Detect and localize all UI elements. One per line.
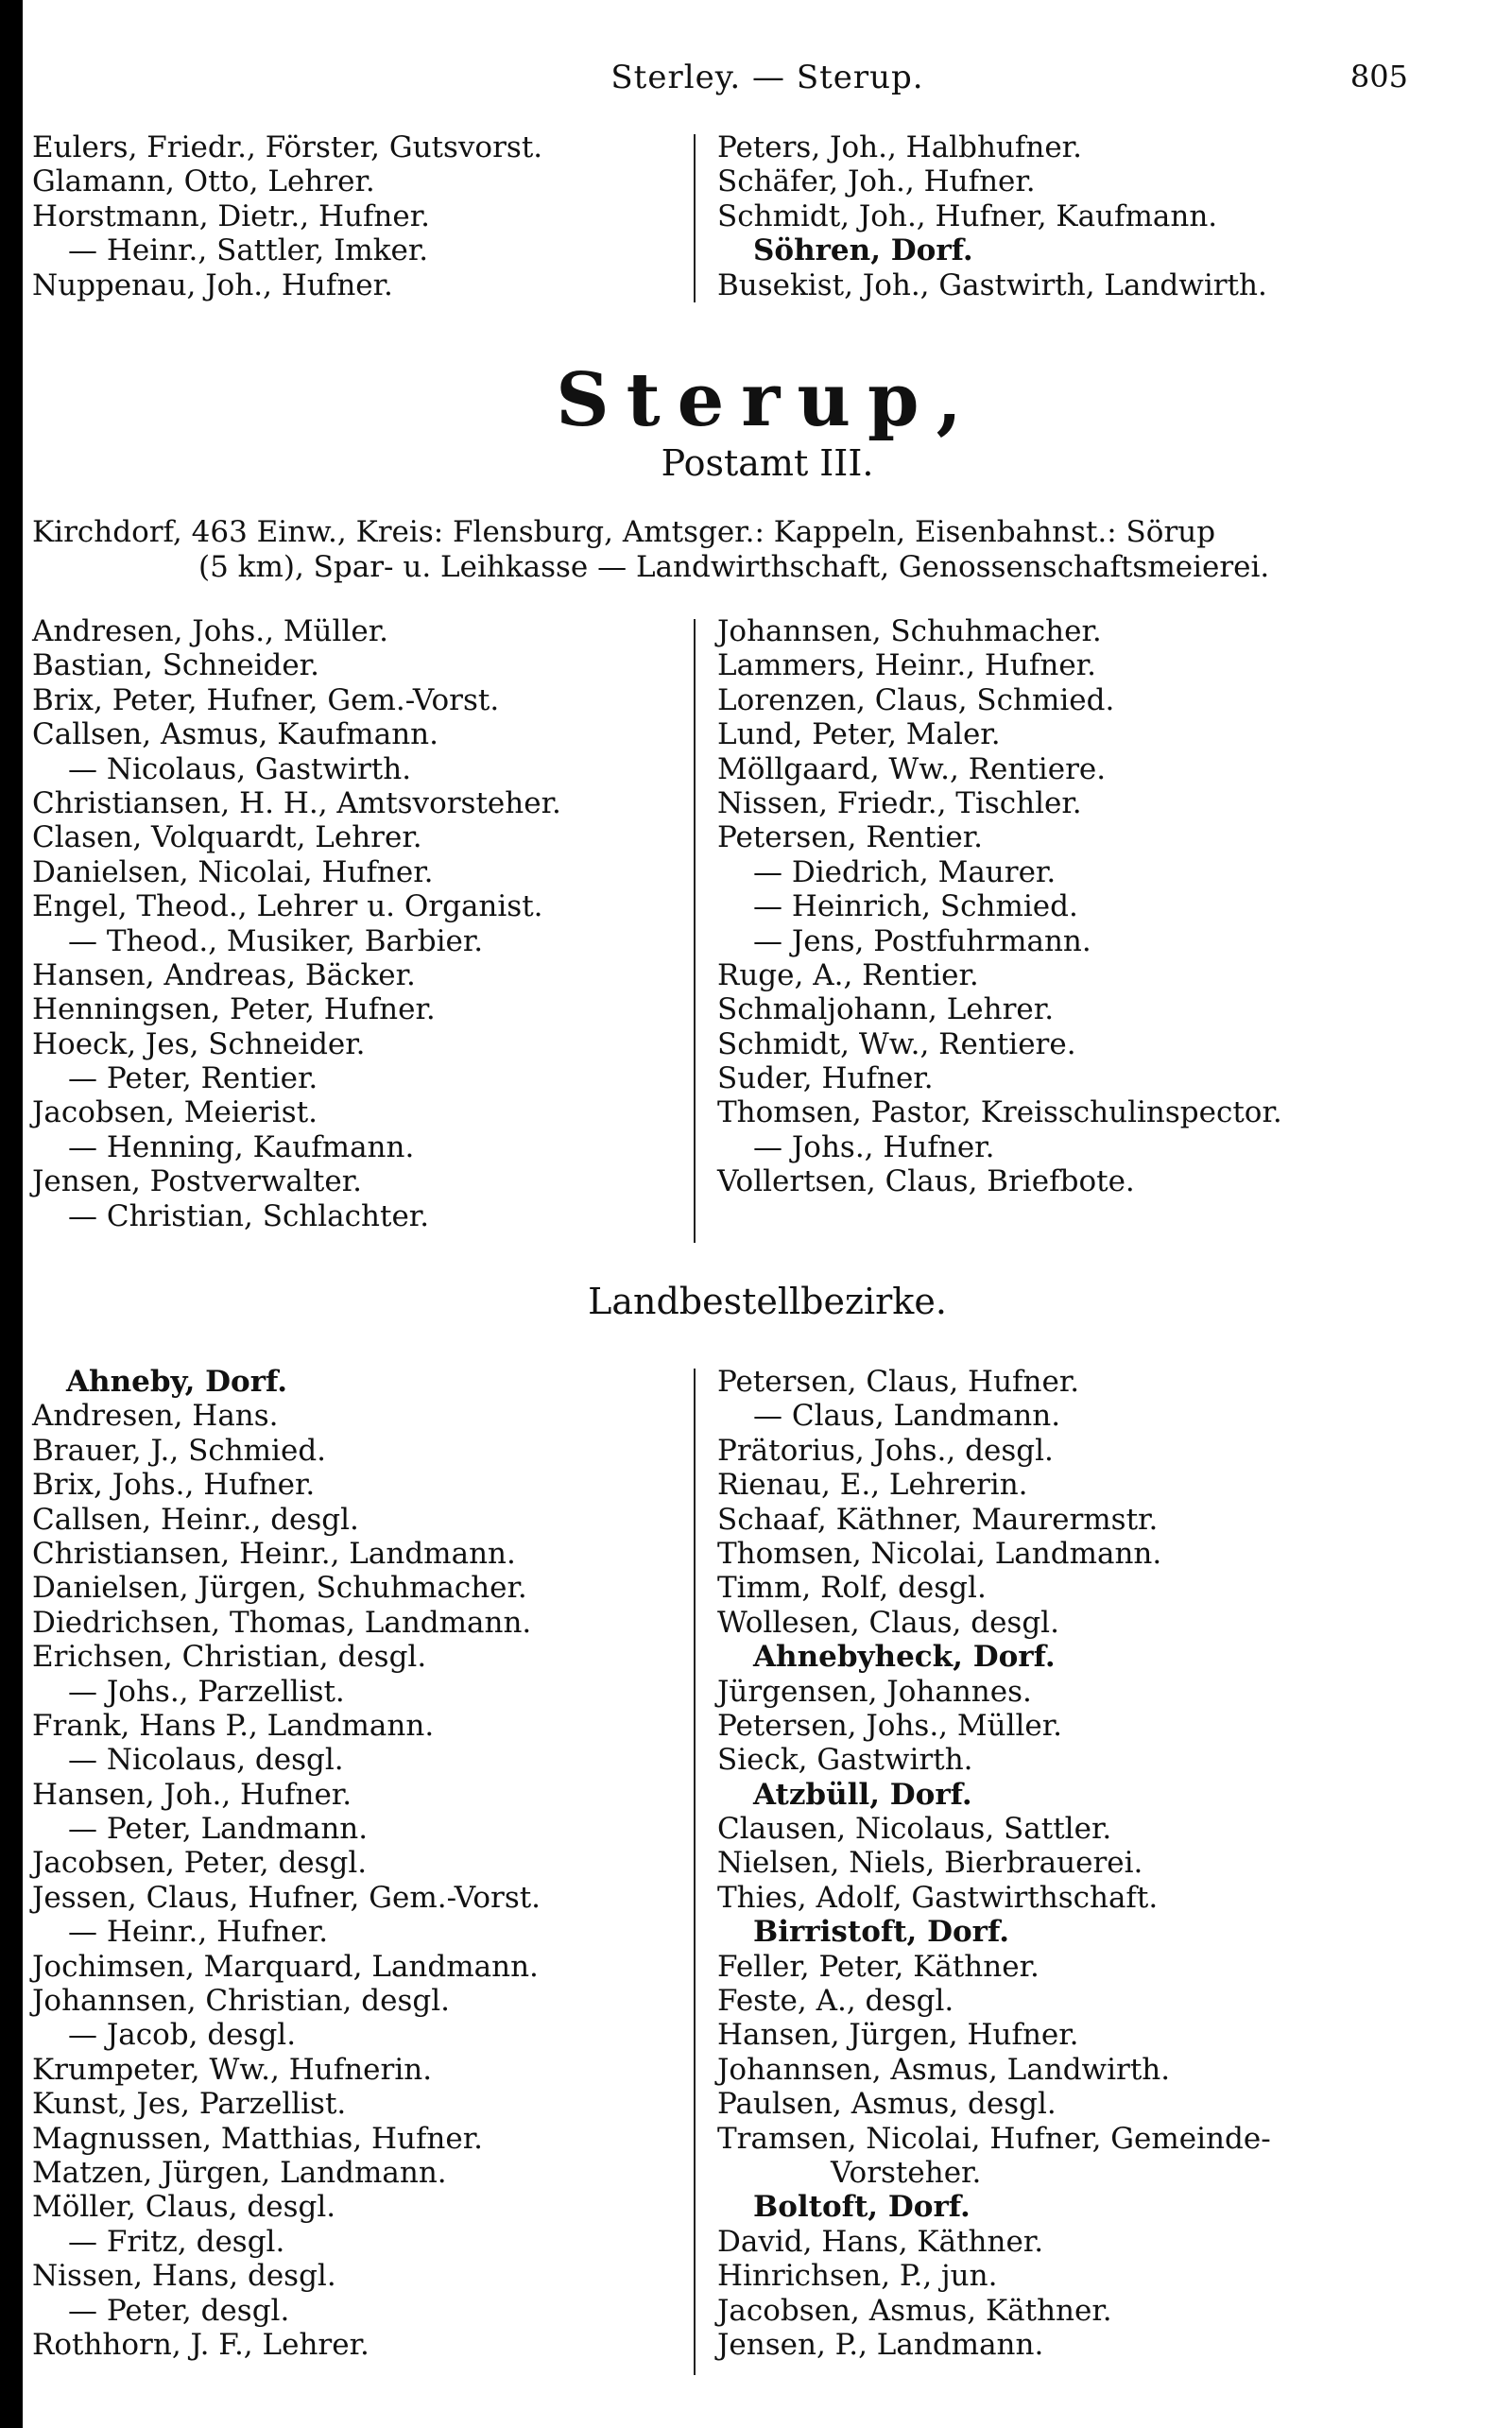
- list-item: Suder, Hufner.: [717, 1061, 934, 1096]
- list-item: Rothhorn, J. F., Lehrer.: [32, 2327, 369, 2362]
- list-item: Thomsen, Pastor, Kreisschulinspector.: [717, 1095, 1282, 1130]
- list-item: — Nicolaus, Gastwirth.: [68, 751, 412, 786]
- village-heading: Atzbüll, Dorf.: [753, 1777, 972, 1812]
- list-item: Nielsen, Niels, Bierbrauerei.: [717, 1846, 1143, 1881]
- list-item: Busekist, Joh., Gastwirth, Landwirth.: [717, 267, 1267, 302]
- list-item: Hansen, Andreas, Bäcker.: [32, 957, 416, 992]
- list-item: Jensen, P., Landmann.: [717, 2327, 1044, 2362]
- list-item: Jacobsen, Meierist.: [32, 1095, 318, 1130]
- list-item: — Christian, Schlachter.: [68, 1198, 430, 1233]
- list-item: Wollesen, Claus, desgl.: [717, 1605, 1059, 1640]
- list-item: — Heinr., Sattler, Imker.: [68, 233, 429, 268]
- list-item: — Fritz, desgl.: [68, 2224, 285, 2259]
- list-item: Petersen, Johs., Müller.: [717, 1708, 1063, 1743]
- list-item: Petersen, Rentier.: [717, 820, 983, 855]
- section-title: Landbestellbezirke.: [588, 1281, 947, 1322]
- list-item: — Johs., Parzellist.: [68, 1674, 345, 1709]
- list-item: — Henning, Kaufmann.: [68, 1129, 415, 1164]
- list-item: Eulers, Friedr., Förster, Gutsvorst.: [32, 130, 543, 164]
- list-item: Prätorius, Johs., desgl.: [717, 1433, 1054, 1468]
- list-item: Paulsen, Asmus, desgl.: [717, 2087, 1057, 2122]
- village-heading: Söhren, Dorf.: [753, 233, 973, 268]
- list-item: Petersen, Claus, Hufner.: [717, 1365, 1080, 1399]
- list-item: Andresen, Johs., Müller.: [32, 614, 388, 648]
- list-item: Clausen, Nicolaus, Sattler.: [717, 1812, 1112, 1847]
- place-title: Sterup,: [556, 357, 979, 443]
- list-item: David, Hans, Käthner.: [717, 2224, 1044, 2259]
- list-item: Nuppenau, Joh., Hufner.: [32, 267, 393, 302]
- list-item: Henningsen, Peter, Hufner.: [32, 992, 436, 1027]
- list-item: Engel, Theod., Lehrer u. Organist.: [32, 889, 543, 924]
- list-item: Glamann, Otto, Lehrer.: [32, 164, 375, 199]
- running-head: Sterley. — Sterup.: [610, 59, 924, 96]
- list-item: Callsen, Heinr., desgl.: [32, 1502, 359, 1537]
- list-item: — Claus, Landmann.: [753, 1399, 1061, 1434]
- list-item: Matzen, Jürgen, Landmann.: [32, 2155, 447, 2190]
- top-left-column: [32, 130, 698, 302]
- list-item: Brauer, J., Schmied.: [32, 1433, 327, 1468]
- column-divider: [694, 619, 696, 1243]
- list-item: — Peter, Landmann.: [68, 1812, 369, 1847]
- list-item: Lorenzen, Claus, Schmied.: [717, 682, 1115, 717]
- list-item: Jacobsen, Asmus, Käthner.: [717, 2293, 1112, 2328]
- list-item: — Diedrich, Maurer.: [753, 854, 1057, 889]
- village-heading: Ahnebyheck, Dorf.: [753, 1640, 1056, 1675]
- list-item: Magnussen, Matthias, Hufner.: [32, 2121, 484, 2156]
- list-item: Timm, Rolf, desgl.: [717, 1571, 987, 1606]
- list-item: Nissen, Friedr., Tischler.: [717, 785, 1082, 820]
- list-item: Horstmann, Dietr., Hufner.: [32, 198, 430, 233]
- residents-left-column: [32, 614, 698, 1233]
- list-item: Feste, A., desgl.: [717, 1984, 954, 2019]
- list-item: Frank, Hans P., Landmann.: [32, 1708, 435, 1743]
- list-item: Hansen, Jürgen, Hufner.: [717, 2018, 1079, 2053]
- column-divider: [694, 134, 696, 302]
- list-item: Thomsen, Nicolai, Landmann.: [717, 1536, 1162, 1571]
- list-item: Schmaljohann, Lehrer.: [717, 992, 1055, 1027]
- list-item: Rienau, E., Lehrerin.: [717, 1468, 1028, 1503]
- list-item: Feller, Peter, Käthner.: [717, 1949, 1040, 1984]
- list-item: — Peter, Rentier.: [68, 1061, 318, 1096]
- list-item: — Peter, desgl.: [68, 2293, 290, 2328]
- list-item: Johannsen, Christian, desgl.: [32, 1984, 450, 2019]
- village-heading: Boltoft, Dorf.: [753, 2190, 971, 2225]
- land-right-column: [717, 1365, 1473, 2362]
- list-item: Erichsen, Christian, desgl.: [32, 1640, 427, 1675]
- list-item: Möller, Claus, desgl.: [32, 2190, 336, 2225]
- list-item: — Jacob, desgl.: [68, 2018, 297, 2053]
- list-item: Vollertsen, Claus, Briefbote.: [717, 1164, 1135, 1199]
- list-item: Clasen, Volquardt, Lehrer.: [32, 820, 422, 855]
- list-item: Andresen, Hans.: [32, 1399, 279, 1434]
- place-description-line-2: (5 km), Spar- u. Leihkasse — Landwirthschaft, Genossenschaftsmeierei.: [198, 550, 1270, 584]
- list-item: Schäfer, Joh., Hufner.: [717, 164, 1036, 199]
- list-item: Jacobsen, Peter, desgl.: [32, 1846, 368, 1881]
- list-item: Callsen, Asmus, Kaufmann.: [32, 717, 438, 752]
- list-item: Schmidt, Joh., Hufner, Kaufmann.: [717, 198, 1218, 233]
- postamt-label: Postamt III.: [661, 442, 874, 484]
- list-item: — Jens, Postfuhrmann.: [753, 923, 1091, 958]
- residents-right-column: [717, 614, 1473, 1199]
- list-item: Jessen, Claus, Hufner, Gem.-Vorst.: [32, 1880, 541, 1915]
- list-item: — Heinr., Hufner.: [68, 1915, 329, 1950]
- list-item: Krumpeter, Ww., Hufnerin.: [32, 2052, 433, 2087]
- scan-dark-margin: [0, 0, 23, 2428]
- list-item: Brix, Johs., Hufner.: [32, 1468, 316, 1503]
- list-item: Jochimsen, Marquard, Landmann.: [32, 1949, 539, 1984]
- list-item: Tramsen, Nicolai, Hufner, Gemeinde-: [717, 2121, 1271, 2156]
- list-item: Jensen, Postverwalter.: [32, 1164, 362, 1199]
- village-heading: Ahneby, Dorf.: [66, 1365, 288, 1399]
- land-left-column: [32, 1365, 698, 2362]
- list-item: Sieck, Gastwirth.: [717, 1743, 973, 1778]
- list-item: Lammers, Heinr., Hufner.: [717, 648, 1096, 683]
- column-divider: [694, 1369, 696, 2375]
- list-item: — Nicolaus, desgl.: [68, 1743, 344, 1778]
- list-item: — Heinrich, Schmied.: [753, 889, 1078, 924]
- village-heading: Birristoft, Dorf.: [753, 1915, 1010, 1950]
- list-item: Möllgaard, Ww., Rentiere.: [717, 751, 1107, 786]
- list-item: Lund, Peter, Maler.: [717, 717, 1001, 752]
- list-item: Johannsen, Schuhmacher.: [717, 614, 1102, 648]
- list-item: Brix, Peter, Hufner, Gem.-Vorst.: [32, 682, 500, 717]
- list-item: Christiansen, Heinr., Landmann.: [32, 1536, 516, 1571]
- list-item: Danielsen, Nicolai, Hufner.: [32, 854, 434, 889]
- list-item: Schmidt, Ww., Rentiere.: [717, 1026, 1076, 1061]
- list-item: — Johs., Hufner.: [753, 1129, 995, 1164]
- list-item: Schaaf, Käthner, Maurermstr.: [717, 1502, 1159, 1537]
- list-item: Johannsen, Asmus, Landwirth.: [717, 2052, 1171, 2087]
- list-item: Kunst, Jes, Parzellist.: [32, 2087, 347, 2122]
- list-item: Christiansen, H. H., Amtsvorsteher.: [32, 785, 561, 820]
- list-item: — Theod., Musiker, Barbier.: [68, 923, 484, 958]
- list-item: Danielsen, Jürgen, Schuhmacher.: [32, 1571, 527, 1606]
- top-right-column: [717, 130, 1473, 302]
- list-item: Jürgensen, Johannes.: [717, 1674, 1032, 1709]
- list-item: Diedrichsen, Thomas, Landmann.: [32, 1605, 532, 1640]
- page-number: 805: [1349, 59, 1408, 95]
- list-item: Hoeck, Jes, Schneider.: [32, 1026, 366, 1061]
- list-item: Hansen, Joh., Hufner.: [32, 1777, 352, 1812]
- list-item: Peters, Joh., Halbhufner.: [717, 130, 1082, 164]
- list-item: Nissen, Hans, desgl.: [32, 2259, 336, 2294]
- list-item: Thies, Adolf, Gastwirthschaft.: [717, 1880, 1159, 1915]
- list-item-continuation: Vorsteher.: [831, 2155, 982, 2190]
- list-item: Ruge, A., Rentier.: [717, 957, 979, 992]
- list-item: Hinrichsen, P., jun.: [717, 2259, 998, 2294]
- directory-page: [23, 0, 1512, 2428]
- place-description-line-1: Kirchdorf, 463 Einw., Kreis: Flensburg, Amtsger.: Kappeln, Eisenbahnst.: Sörup: [32, 515, 1216, 549]
- list-item: Bastian, Schneider.: [32, 648, 319, 683]
